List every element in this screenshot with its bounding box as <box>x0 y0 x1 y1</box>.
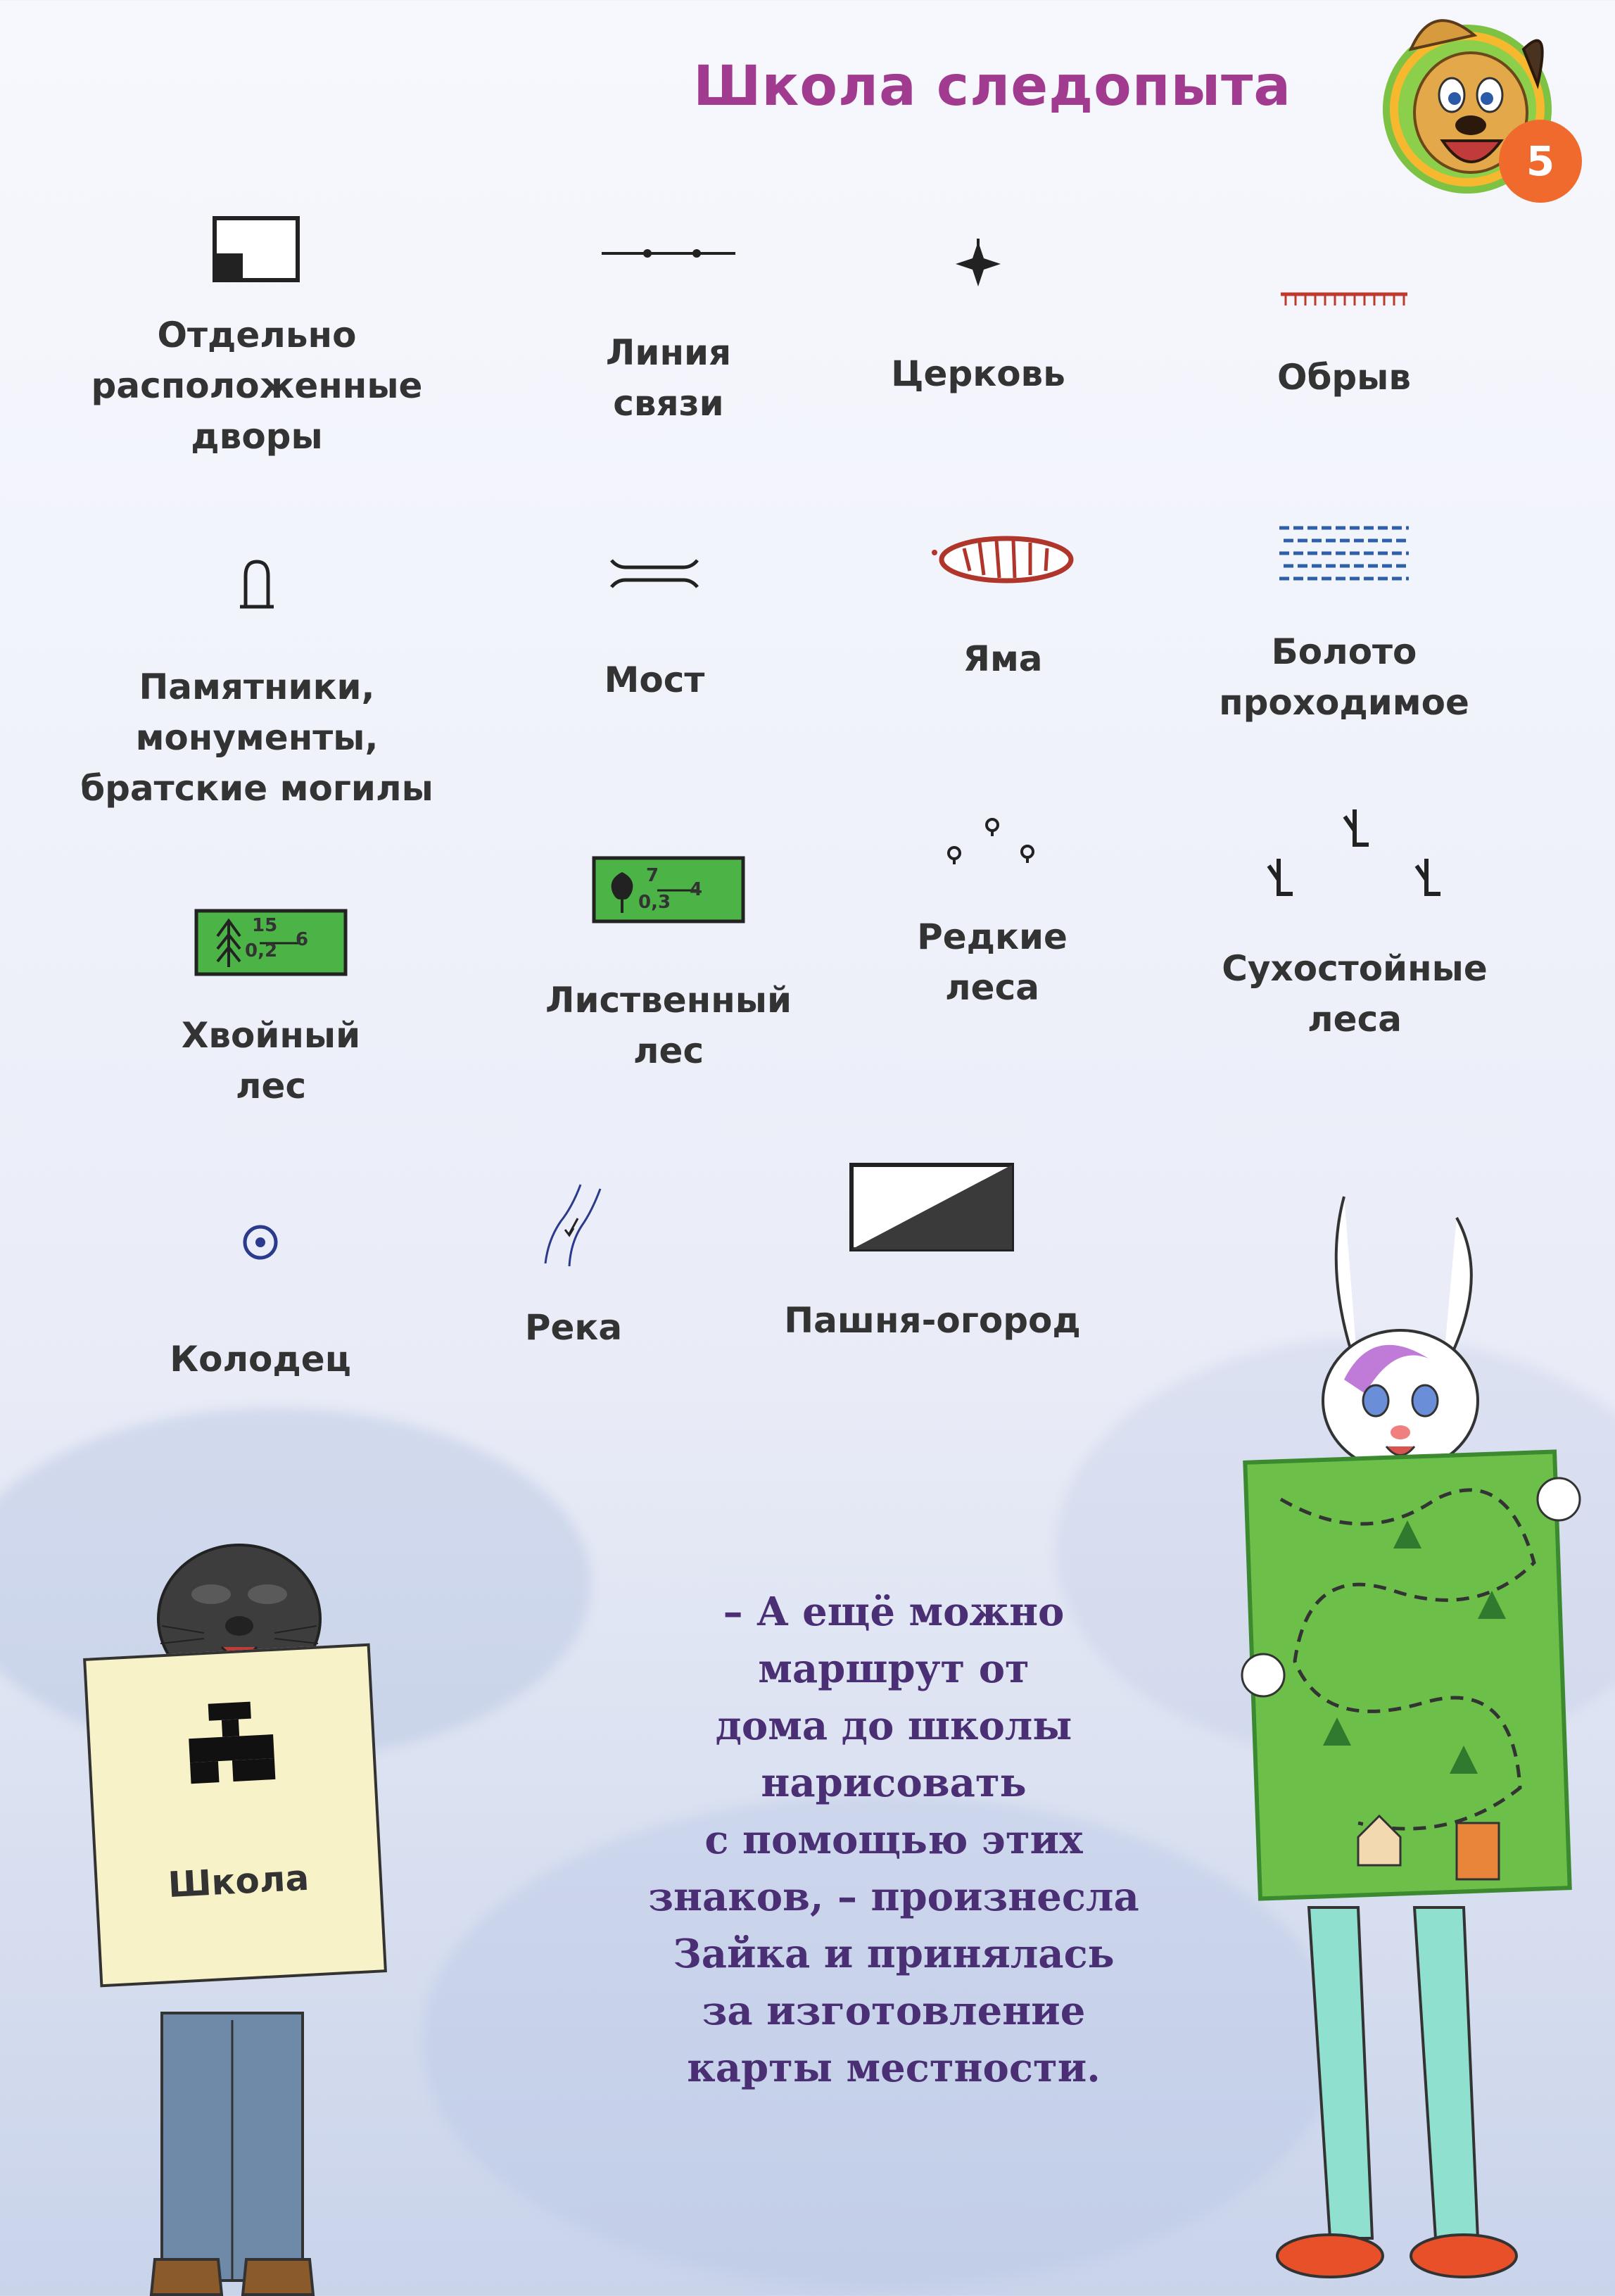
bridge-icon <box>609 556 700 591</box>
legend-label: Обрыв <box>1277 357 1412 398</box>
mole-sign-label: Школа <box>167 1857 310 1906</box>
passable-swamp-icon <box>1274 521 1414 591</box>
legend-item-dead-forest <box>1172 795 1538 1063</box>
deciduous-sign-top: 7 <box>646 865 659 886</box>
legend-label: Мост <box>604 660 705 700</box>
legend-label: Колодец <box>170 1339 351 1380</box>
school-symbol-icon <box>179 1693 283 1797</box>
page-title: Школа следопыта <box>693 55 1291 118</box>
legend-label: Линия связи <box>605 332 732 424</box>
separate-farmstead-icon <box>211 215 303 285</box>
legend-item-cliff <box>1161 204 1527 415</box>
monument-icon <box>236 556 278 612</box>
deciduous-sign-bottom: 0,3 <box>638 892 671 913</box>
pit-icon <box>929 531 1077 588</box>
legend-item-pit <box>820 521 1186 704</box>
field-garden-icon <box>848 1161 1017 1253</box>
communication-line-icon <box>598 239 739 267</box>
dialogue-text: – А ещё можно маршрут от дома до школы нарисовать с помощью этих знаков, – произнесла Зайка и принялась за изготовление карты местности. <box>648 1589 1139 2091</box>
legend-item-deciduous-forest <box>486 855 851 1095</box>
well-icon <box>239 1221 281 1263</box>
legend-label: Пашня-огород <box>784 1300 1081 1341</box>
conifer-sign-top: 15 <box>252 915 278 936</box>
legend-item-field-garden <box>749 1154 1115 1365</box>
legend-label: Сухостойные леса <box>1222 948 1488 1040</box>
conifer-sign-bottom: 0,2 <box>245 940 278 961</box>
legend-item-coniferous-forest <box>88 901 454 1140</box>
legend-item-swamp <box>1161 514 1527 732</box>
conifer-sign-side: 6 <box>296 929 309 950</box>
legend-label: Редкие леса <box>917 916 1068 1008</box>
legend-label: Памятники, монументы, братские могилы <box>80 667 433 809</box>
river-icon <box>531 1179 616 1270</box>
sparse-forest-icon <box>929 809 1056 880</box>
dead-forest-icon <box>1249 802 1460 908</box>
legend-item-bridge <box>471 549 837 732</box>
legend-item-church <box>795 204 1161 415</box>
legend-label: Река <box>524 1307 623 1348</box>
legend-item-monuments <box>74 549 440 816</box>
bunny-character <box>1182 1168 1604 2295</box>
mole-sign-board <box>83 1644 387 1988</box>
legend-label: Церковь <box>891 353 1065 394</box>
legend-label: Отдельно расположенные дворы <box>91 315 423 457</box>
legend-item-river <box>391 1168 756 1351</box>
legend-label: Яма <box>963 638 1043 679</box>
legend-item-well <box>77 1211 443 1394</box>
page-number: 5 <box>1499 120 1582 203</box>
church-icon <box>950 236 1006 292</box>
deciduous-sign-side: 4 <box>690 879 703 900</box>
legend-label: Болото проходимое <box>1219 631 1469 723</box>
deciduous-forest-icon <box>591 855 746 926</box>
cliff-icon <box>1277 289 1411 317</box>
legend-label: Хвойный лес <box>181 1015 361 1106</box>
legend-label: Лиственный лес <box>545 980 792 1071</box>
legend-item-sparse-forest <box>809 802 1175 1028</box>
legend-item-farmsteads <box>74 204 440 472</box>
